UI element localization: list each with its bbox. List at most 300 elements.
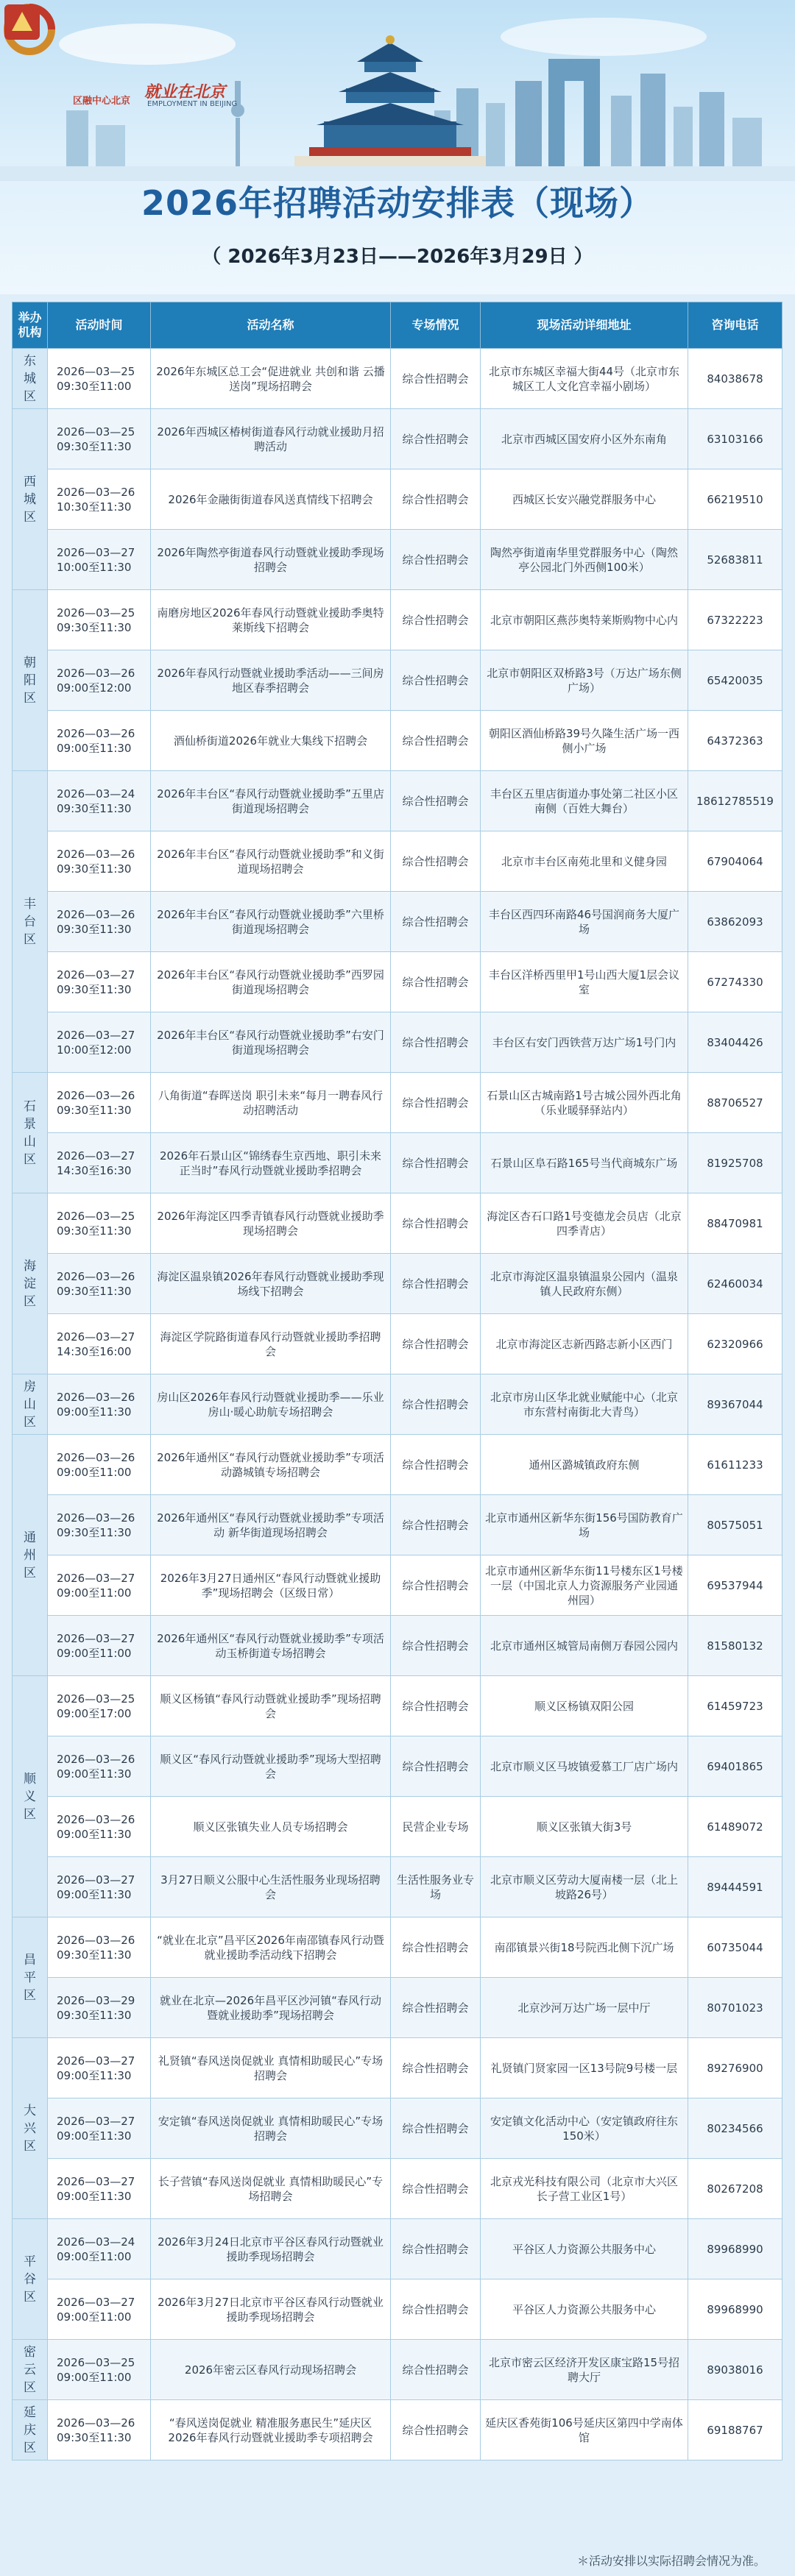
event-address: 丰台区右安门西铁营万达广场1号门内	[481, 1012, 688, 1073]
time-cell	[48, 711, 151, 771]
event-date: 2026—03—25	[57, 2355, 135, 2369]
contact-phone: 18612785519	[688, 771, 782, 831]
table-row	[13, 1133, 782, 1193]
time-cell	[48, 2279, 151, 2340]
event-type: 综合性招聘会	[391, 771, 481, 831]
event-name: “春风送岗促就业 精准服务惠民生”延庆区2026年春风行动暨就业援助季专项招聘会	[151, 2400, 391, 2460]
event-date: 2026—03—25	[57, 606, 135, 620]
event-time: 14:30至16:00	[57, 1344, 132, 1358]
event-name: 海淀区学院路街道春风行动暨就业援助季招聘会	[151, 1314, 391, 1374]
event-name: 2026年海淀区四季青镇春风行动暨就业援助季现场招聘会	[151, 1193, 391, 1254]
time-cell	[48, 590, 151, 650]
event-address: 北京市东城区幸福大街44号（北京市东城区工人文化宫幸福小剧场）	[481, 349, 688, 409]
table-row	[13, 831, 782, 892]
logo-left-text: 区融中心北京	[72, 96, 130, 107]
org-cell	[13, 2219, 48, 2340]
event-time: 09:00至11:30	[57, 1827, 132, 1841]
event-date: 2026—03—27	[57, 1631, 135, 1645]
event-address: 北京市顺义区马坡镇爱慕工厂店广场内	[481, 1736, 688, 1797]
event-time: 09:00至11:00	[57, 1586, 132, 1600]
event-address: 安定镇文化活动中心（安定镇政府往东150米）	[481, 2098, 688, 2159]
contact-phone: 88470981	[688, 1193, 782, 1254]
event-name: 2026年西城区椿树街道春风行动就业援助月招聘活动	[151, 409, 391, 469]
table-row	[13, 469, 782, 530]
table-row	[13, 952, 782, 1012]
event-date: 2026—03—26	[57, 1450, 135, 1464]
event-type: 综合性招聘会	[391, 2279, 481, 2340]
event-type: 综合性招聘会	[391, 1133, 481, 1193]
col-header-type: 专场情况	[391, 302, 481, 349]
event-time: 09:00至17:00	[57, 1706, 132, 1720]
time-cell	[48, 530, 151, 590]
contact-phone: 89038016	[688, 2340, 782, 2400]
org-cell	[13, 1374, 48, 1435]
event-time: 10:30至11:30	[57, 500, 132, 514]
time-cell	[48, 2159, 151, 2219]
event-name: 2026年春风行动暨就业援助季活动——三间房地区春季招聘会	[151, 650, 391, 711]
contact-phone: 89968990	[688, 2279, 782, 2340]
table-row	[13, 1736, 782, 1797]
time-cell	[48, 1435, 151, 1495]
org-name: 朝阳区	[24, 655, 36, 706]
contact-phone: 88706527	[688, 1073, 782, 1133]
table-row	[13, 892, 782, 952]
event-date: 2026—03—26	[57, 666, 135, 680]
table-row	[13, 2159, 782, 2219]
table-row	[13, 590, 782, 650]
contact-phone: 80267208	[688, 2159, 782, 2219]
table-row	[13, 711, 782, 771]
time-cell	[48, 1616, 151, 1676]
table-row	[13, 2219, 782, 2279]
event-time: 09:30至11:30	[57, 2430, 132, 2444]
event-date: 2026—03—27	[57, 1571, 135, 1585]
event-name: 顺义区张镇失业人员专场招聘会	[151, 1797, 391, 1857]
event-date: 2026—03—25	[57, 1692, 135, 1706]
event-type: 综合性招聘会	[391, 2400, 481, 2460]
table-row	[13, 349, 782, 409]
time-cell	[48, 1857, 151, 1917]
event-type: 综合性招聘会	[391, 1073, 481, 1133]
contact-phone: 64372363	[688, 711, 782, 771]
footnote: ＊活动安排以实际招聘会情况为准。	[576, 2554, 766, 2568]
event-date: 2026—03—27	[57, 1149, 135, 1163]
event-date: 2026—03—26	[57, 1752, 135, 1766]
event-type: 综合性招聘会	[391, 1917, 481, 1978]
org-cell	[13, 2400, 48, 2460]
event-time: 09:30至11:30	[57, 1525, 132, 1539]
event-time: 09:00至11:30	[57, 1767, 132, 1781]
time-cell	[48, 349, 151, 409]
contact-phone: 80234566	[688, 2098, 782, 2159]
event-date: 2026—03—26	[57, 726, 135, 740]
contact-phone: 89276900	[688, 2038, 782, 2098]
table-row	[13, 1495, 782, 1555]
event-address: 朝阳区酒仙桥路39号久隆生活广场一西侧小广场	[481, 711, 688, 771]
org-name: 丰台区	[24, 896, 36, 947]
time-cell	[48, 1917, 151, 1978]
event-date: 2026—03—27	[57, 545, 135, 559]
event-time: 09:30至11:30	[57, 1284, 132, 1298]
event-type: 综合性招聘会	[391, 2159, 481, 2219]
time-cell	[48, 1133, 151, 1193]
event-type: 综合性招聘会	[391, 952, 481, 1012]
event-address: 延庆区香苑街106号延庆区第四中学南体馆	[481, 2400, 688, 2460]
table-header-row	[13, 302, 782, 349]
org-cell	[13, 1073, 48, 1193]
event-address: 丰台区洋桥西里甲1号山西大厦1层会议室	[481, 952, 688, 1012]
org-name: 西城区	[24, 474, 36, 525]
event-name: 顺义区“春风行动暨就业援助季”现场大型招聘会	[151, 1736, 391, 1797]
event-name: 八角街道“春晖送岗 职引未来“每月一聘春风行动招聘活动	[151, 1073, 391, 1133]
event-name: 酒仙桥街道2026年就业大集线下招聘会	[151, 711, 391, 771]
event-name: 就业在北京—2026年昌平区沙河镇“春风行动暨就业援助季”现场招聘会	[151, 1978, 391, 2038]
org-name: 平谷区	[24, 2254, 36, 2304]
event-date: 2026—03—26	[57, 2416, 135, 2430]
org-cell	[13, 590, 48, 771]
event-name: 2026年3月27日通州区“春风行动暨就业援助季”现场招聘会（区级日常）	[151, 1555, 391, 1616]
event-type: 综合性招聘会	[391, 1374, 481, 1435]
table-row	[13, 2038, 782, 2098]
page-title: 2026年招聘活动安排表（现场）	[141, 183, 654, 223]
event-time: 09:00至11:30	[57, 2068, 132, 2082]
table-row	[13, 1012, 782, 1073]
time-cell	[48, 1254, 151, 1314]
time-cell	[48, 2038, 151, 2098]
event-name: 2026年丰台区“春风行动暨就业援助季”右安门街道现场招聘会	[151, 1012, 391, 1073]
event-address: 北京市海淀区温泉镇温泉公园内（温泉镇人民政府东侧）	[481, 1254, 688, 1314]
table-row	[13, 1857, 782, 1917]
event-type: 综合性招聘会	[391, 2340, 481, 2400]
date-range: （ 2026年3月23日——2026年3月29日 ）	[202, 246, 593, 268]
org-cell	[13, 1435, 48, 1676]
event-type: 综合性招聘会	[391, 1012, 481, 1073]
event-name: 房山区2026年春风行动暨就业援助季——乐业房山·暖心助航专场招聘会	[151, 1374, 391, 1435]
contact-phone: 61459723	[688, 1676, 782, 1736]
event-name: 南磨房地区2026年春风行动暨就业援助季奥特莱斯线下招聘会	[151, 590, 391, 650]
event-time: 09:00至11:00	[57, 2310, 132, 2324]
contact-phone: 62460034	[688, 1254, 782, 1314]
event-address: 通州区潞城镇政府东侧	[481, 1435, 688, 1495]
event-name: 2026年东城区总工会“促进就业 共创和谐 云播送岗”现场招聘会	[151, 349, 391, 409]
contact-phone: 80701023	[688, 1978, 782, 2038]
event-date: 2026—03—27	[57, 2054, 135, 2068]
org-name: 东城区	[24, 353, 36, 404]
event-date: 2026—03—27	[57, 2114, 135, 2128]
event-time: 09:00至11:30	[57, 1887, 132, 1901]
event-address: 石景山区古城南路1号古城公园外西北角（乐业暖驿驿站内）	[481, 1073, 688, 1133]
contact-phone: 65420035	[688, 650, 782, 711]
event-address: 平谷区人力资源公共服务中心	[481, 2279, 688, 2340]
event-time: 09:30至11:30	[57, 801, 132, 815]
event-type: 民营企业专场	[391, 1797, 481, 1857]
contact-phone: 89367044	[688, 1374, 782, 1435]
table-row	[13, 1374, 782, 1435]
event-name: 礼贤镇“春风送岗促就业 真情相助暖民心”专场招聘会	[151, 2038, 391, 2098]
event-date: 2026—03—26	[57, 1269, 135, 1283]
event-address: 南邵镇景兴街18号院西北侧下沉广场	[481, 1917, 688, 1978]
event-name: 长子营镇“春风送岗促就业 真情相助暖民心”专场招聘会	[151, 2159, 391, 2219]
event-time: 09:00至11:30	[57, 741, 132, 755]
event-date: 2026—03—29	[57, 1993, 135, 2007]
event-type: 综合性招聘会	[391, 1314, 481, 1374]
event-type: 综合性招聘会	[391, 2038, 481, 2098]
event-date: 2026—03—27	[57, 2174, 135, 2188]
contact-phone: 52683811	[688, 530, 782, 590]
contact-phone: 69401865	[688, 1736, 782, 1797]
event-type: 综合性招聘会	[391, 409, 481, 469]
org-cell	[13, 2340, 48, 2400]
event-type: 综合性招聘会	[391, 1495, 481, 1555]
contact-phone: 81925708	[688, 1133, 782, 1193]
table-row	[13, 1314, 782, 1374]
logo-right-text: 就业在北京	[144, 83, 226, 102]
event-address: 北京沙河万达广场一层中厅	[481, 1978, 688, 2038]
org-name: 顺义区	[24, 1771, 36, 1822]
table-row	[13, 1435, 782, 1495]
event-date: 2026—03—25	[57, 425, 135, 439]
event-type: 综合性招聘会	[391, 1254, 481, 1314]
event-type: 综合性招聘会	[391, 1616, 481, 1676]
event-name: 2026年3月24日北京市平谷区春风行动暨就业援助季现场招聘会	[151, 2219, 391, 2279]
org-cell	[13, 1676, 48, 1917]
time-cell	[48, 771, 151, 831]
event-date: 2026—03—26	[57, 1812, 135, 1826]
table-row	[13, 1978, 782, 2038]
event-address: 礼贤镇门贤家园一区13号院9号楼一层	[481, 2038, 688, 2098]
contact-phone: 67274330	[688, 952, 782, 1012]
contact-phone: 60735044	[688, 1917, 782, 1978]
event-name: 2026年密云区春风行动现场招聘会	[151, 2340, 391, 2400]
org-name: 昌平区	[24, 1952, 36, 2003]
event-time: 09:00至11:00	[57, 2370, 132, 2384]
event-date: 2026—03—25	[57, 1209, 135, 1223]
event-type: 综合性招聘会	[391, 1193, 481, 1254]
event-time: 09:00至11:30	[57, 1405, 132, 1419]
contact-phone: 66219510	[688, 469, 782, 530]
event-type: 生活性服务业专场	[391, 1857, 481, 1917]
event-time: 09:30至11:30	[57, 862, 132, 876]
event-name: 3月27日顺义公服中心生活性服务业现场招聘会	[151, 1857, 391, 1917]
col-header-phone: 咨询电话	[688, 302, 782, 349]
event-time: 10:00至12:00	[57, 1043, 132, 1057]
org-cell	[13, 349, 48, 409]
event-name: 2026年3月27日北京市平谷区春风行动暨就业援助季现场招聘会	[151, 2279, 391, 2340]
event-date: 2026—03—27	[57, 1873, 135, 1887]
time-cell	[48, 409, 151, 469]
event-address: 平谷区人力资源公共服务中心	[481, 2219, 688, 2279]
org-cell	[13, 1917, 48, 2038]
event-name: 安定镇“春风送岗促就业 真情相助暖民心”专场招聘会	[151, 2098, 391, 2159]
event-date: 2026—03—26	[57, 847, 135, 861]
org-name: 石景山区	[24, 1099, 36, 1167]
event-address: 石景山区阜石路165号当代商城东广场	[481, 1133, 688, 1193]
time-cell	[48, 2219, 151, 2279]
contact-phone: 81580132	[688, 1616, 782, 1676]
event-address: 北京市丰台区南苑北里和义健身园	[481, 831, 688, 892]
event-name: 2026年通州区“春风行动暨就业援助季”专项活动 新华街道现场招聘会	[151, 1495, 391, 1555]
contact-phone: 67322223	[688, 590, 782, 650]
time-cell	[48, 650, 151, 711]
table-row	[13, 2340, 782, 2400]
event-name: 2026年石景山区“锦绣春生京西地、职引未来正当时”春风行动暨就业援助季招聘会	[151, 1133, 391, 1193]
event-name: 2026年通州区“春风行动暨就业援助季”专项活动潞城镇专场招聘会	[151, 1435, 391, 1495]
event-address: 丰台区五里店街道办事处第二社区小区南侧（百姓大舞台）	[481, 771, 688, 831]
table-row	[13, 2098, 782, 2159]
time-cell	[48, 2400, 151, 2460]
event-address: 顺义区杨镇双阳公园	[481, 1676, 688, 1736]
contact-phone: 69537944	[688, 1555, 782, 1616]
event-address: 北京市通州区新华东街11号楼东区1号楼一层（中国北京人力资源服务产业园通州园）	[481, 1555, 688, 1616]
time-cell	[48, 1495, 151, 1555]
event-type: 综合性招聘会	[391, 1435, 481, 1495]
table-row	[13, 771, 782, 831]
event-date: 2026—03—24	[57, 2235, 135, 2249]
event-time: 09:00至11:00	[57, 1465, 132, 1479]
event-date: 2026—03—26	[57, 1088, 135, 1102]
contact-phone: 80575051	[688, 1495, 782, 1555]
event-name: 2026年金融街街道春风送真情线下招聘会	[151, 469, 391, 530]
contact-phone: 62320966	[688, 1314, 782, 1374]
org-cell	[13, 1193, 48, 1374]
contact-phone: 83404426	[688, 1012, 782, 1073]
table-row	[13, 1676, 782, 1736]
event-time: 09:30至11:30	[57, 1948, 132, 1962]
org-name: 大兴区	[24, 2103, 36, 2154]
event-time: 09:00至12:00	[57, 681, 132, 695]
org-name: 延庆区	[24, 2405, 36, 2455]
event-date: 2026—03—27	[57, 2295, 135, 2309]
event-date: 2026—03—27	[57, 1028, 135, 1042]
event-type: 综合性招聘会	[391, 1978, 481, 2038]
event-type: 综合性招聘会	[391, 530, 481, 590]
contact-phone: 61489072	[688, 1797, 782, 1857]
table-row	[13, 2400, 782, 2460]
event-address: 北京市通州区城管局南侧万春园公园内	[481, 1616, 688, 1676]
contact-phone: 63862093	[688, 892, 782, 952]
event-address: 北京市房山区华北就业赋能中心（北京市东营村南街北大青鸟）	[481, 1374, 688, 1435]
time-cell	[48, 1797, 151, 1857]
event-time: 09:30至11:30	[57, 922, 132, 936]
table-row	[13, 1917, 782, 1978]
event-name: 2026年通州区“春风行动暨就业援助季”专项活动玉桥街道专场招聘会	[151, 1616, 391, 1676]
table-row	[13, 1616, 782, 1676]
event-address: 北京市密云区经济开发区康宝路15号招聘大厅	[481, 2340, 688, 2400]
event-time: 09:30至11:00	[57, 379, 132, 393]
col-header-time: 活动时间	[48, 302, 151, 349]
time-cell	[48, 1314, 151, 1374]
event-address: 西城区长安兴融党群服务中心	[481, 469, 688, 530]
table-row	[13, 409, 782, 469]
time-cell	[48, 2340, 151, 2400]
contact-phone: 67904064	[688, 831, 782, 892]
table-row	[13, 1254, 782, 1314]
contact-phone: 61611233	[688, 1435, 782, 1495]
org-cell	[13, 771, 48, 1073]
contact-phone: 69188767	[688, 2400, 782, 2460]
table-row	[13, 650, 782, 711]
org-cell	[13, 409, 48, 590]
event-date: 2026—03—24	[57, 787, 135, 801]
schedule-table-wrapper	[12, 302, 782, 2460]
col-header-org: 举办机构	[13, 302, 48, 349]
event-time: 09:30至11:30	[57, 982, 132, 996]
event-name: 2026年丰台区“春风行动暨就业援助季”西罗园街道现场招聘会	[151, 952, 391, 1012]
event-name: 顺义区杨镇“春风行动暨就业援助季”现场招聘会	[151, 1676, 391, 1736]
event-time: 10:00至11:30	[57, 560, 132, 574]
event-address: 北京市朝阳区燕莎奥特莱斯购物中心内	[481, 590, 688, 650]
time-cell	[48, 831, 151, 892]
event-name: 海淀区温泉镇2026年春风行动暨就业援助季现场线下招聘会	[151, 1254, 391, 1314]
time-cell	[48, 1374, 151, 1435]
event-type: 综合性招聘会	[391, 1676, 481, 1736]
event-type: 综合性招聘会	[391, 1736, 481, 1797]
time-cell	[48, 1676, 151, 1736]
col-header-address: 现场活动详细地址	[481, 302, 688, 349]
time-cell	[48, 1978, 151, 2038]
event-address: 北京戎光科技有限公司（北京市大兴区长子营工业区1号）	[481, 2159, 688, 2219]
table-row	[13, 1797, 782, 1857]
table-row	[13, 530, 782, 590]
event-type: 综合性招聘会	[391, 349, 481, 409]
org-name: 房山区	[24, 1379, 36, 1430]
contact-phone: 84038678	[688, 349, 782, 409]
contact-phone: 63103166	[688, 409, 782, 469]
event-name: 2026年丰台区“春风行动暨就业援助季”六里桥街道现场招聘会	[151, 892, 391, 952]
event-time: 09:30至11:30	[57, 1224, 132, 1238]
event-date: 2026—03—26	[57, 485, 135, 499]
event-name: “就业在北京”昌平区2026年南邵镇春风行动暨就业援助季活动线下招聘会	[151, 1917, 391, 1978]
time-cell	[48, 2098, 151, 2159]
col-header-name: 活动名称	[151, 302, 391, 349]
event-type: 综合性招聘会	[391, 650, 481, 711]
event-type: 综合性招聘会	[391, 892, 481, 952]
event-name: 2026年陶然亭街道春风行动暨就业援助季现场招聘会	[151, 530, 391, 590]
event-time: 09:00至11:30	[57, 2129, 132, 2143]
event-address: 顺义区张镇大街3号	[481, 1797, 688, 1857]
event-name: 2026年丰台区“春风行动暨就业援助季”五里店街道现场招聘会	[151, 771, 391, 831]
event-address: 丰台区西四环南路46号国润商务大厦广场	[481, 892, 688, 952]
event-type: 综合性招聘会	[391, 2219, 481, 2279]
event-type: 综合性招聘会	[391, 831, 481, 892]
event-address: 北京市西城区国安府小区外东南角	[481, 409, 688, 469]
time-cell	[48, 1555, 151, 1616]
time-cell	[48, 1012, 151, 1073]
time-cell	[48, 1073, 151, 1133]
event-type: 综合性招聘会	[391, 1555, 481, 1616]
table-row	[13, 1555, 782, 1616]
event-time: 09:30至11:30	[57, 620, 132, 634]
event-type: 综合性招聘会	[391, 711, 481, 771]
event-address: 北京市通州区新华东街156号国防教育广场	[481, 1495, 688, 1555]
org-cell	[13, 2038, 48, 2219]
contact-phone: 89968990	[688, 2219, 782, 2279]
event-date: 2026—03—25	[57, 364, 135, 378]
contact-phone: 89444591	[688, 1857, 782, 1917]
event-address: 陶然亭街道南华里党群服务中心（陶然亭公园北门外西侧100米）	[481, 530, 688, 590]
time-cell	[48, 469, 151, 530]
event-type: 综合性招聘会	[391, 590, 481, 650]
event-address: 北京市顺义区劳动大厦南楼一层（北上坡路26号）	[481, 1857, 688, 1917]
event-address: 北京市朝阳区双桥路3号（万达广场东侧广场）	[481, 650, 688, 711]
event-time: 09:00至11:00	[57, 1646, 132, 1660]
table-body	[13, 349, 782, 2460]
event-date: 2026—03—26	[57, 1390, 135, 1404]
time-cell	[48, 952, 151, 1012]
event-type: 综合性招聘会	[391, 469, 481, 530]
event-time: 09:30至11:30	[57, 439, 132, 453]
event-date: 2026—03—26	[57, 1933, 135, 1947]
